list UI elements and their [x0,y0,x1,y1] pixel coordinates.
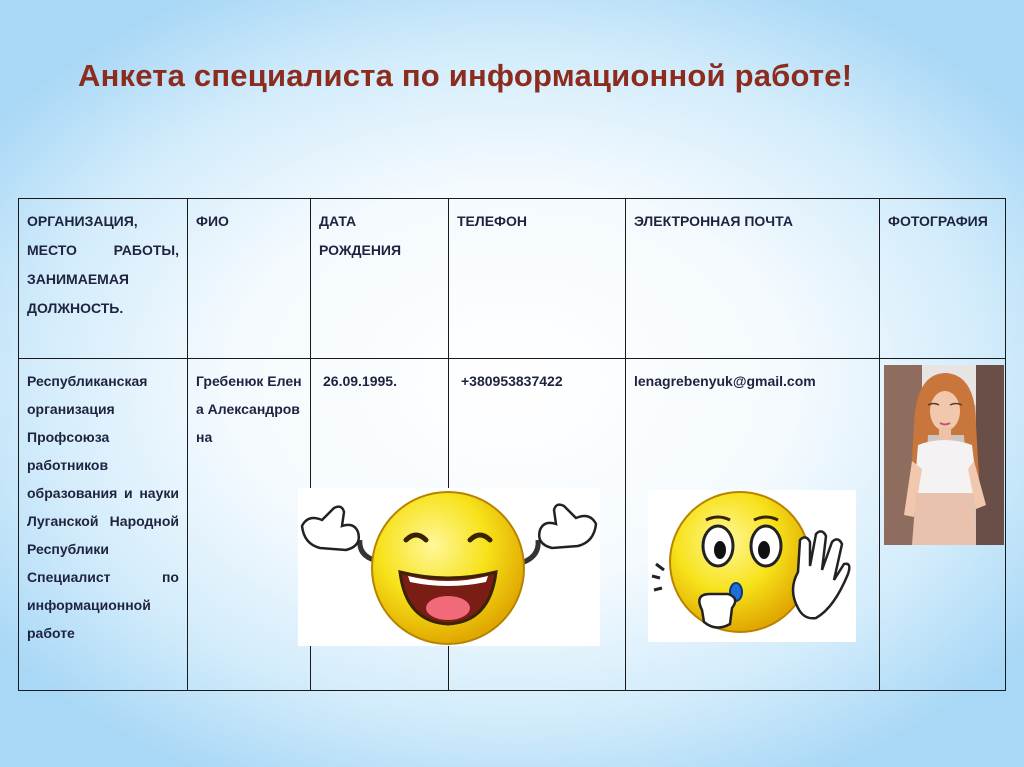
header-organization: ОРГАНИЗАЦИЯ, МЕСТО РАБОТЫ, ЗАНИМАЕМАЯ ДОЛЖНОСТЬ. [19,199,188,359]
cell-photo [880,359,1006,691]
cell-fio: Гребенюк Елена Александровна [188,359,311,691]
surprised-smiley-icon [648,490,856,642]
laughing-smiley-icon [298,488,600,646]
cell-organization: Республиканская организация Профсоюза работников образования и науки Луганской Народной Республики Специалист по информационной работе [19,359,188,691]
cell-phone: +380953837422 [449,359,626,691]
header-email: ЭЛЕКТРОННАЯ ПОЧТА [626,199,880,359]
cell-email: lenagrebenyuk@gmail.com [626,359,880,691]
table-header-row [19,199,1006,359]
header-photo: ФОТОГРАФИЯ [880,199,1006,359]
header-birthdate: ДАТА РОЖДЕНИЯ [311,199,449,359]
header-phone: ТЕЛЕФОН [449,199,626,359]
header-fio: ФИО [188,199,311,359]
cell-birthdate: 26.09.1995. [311,359,449,691]
page-title: Анкета специалиста по информационной работе! [78,58,853,93]
portrait-photo [884,365,1004,545]
